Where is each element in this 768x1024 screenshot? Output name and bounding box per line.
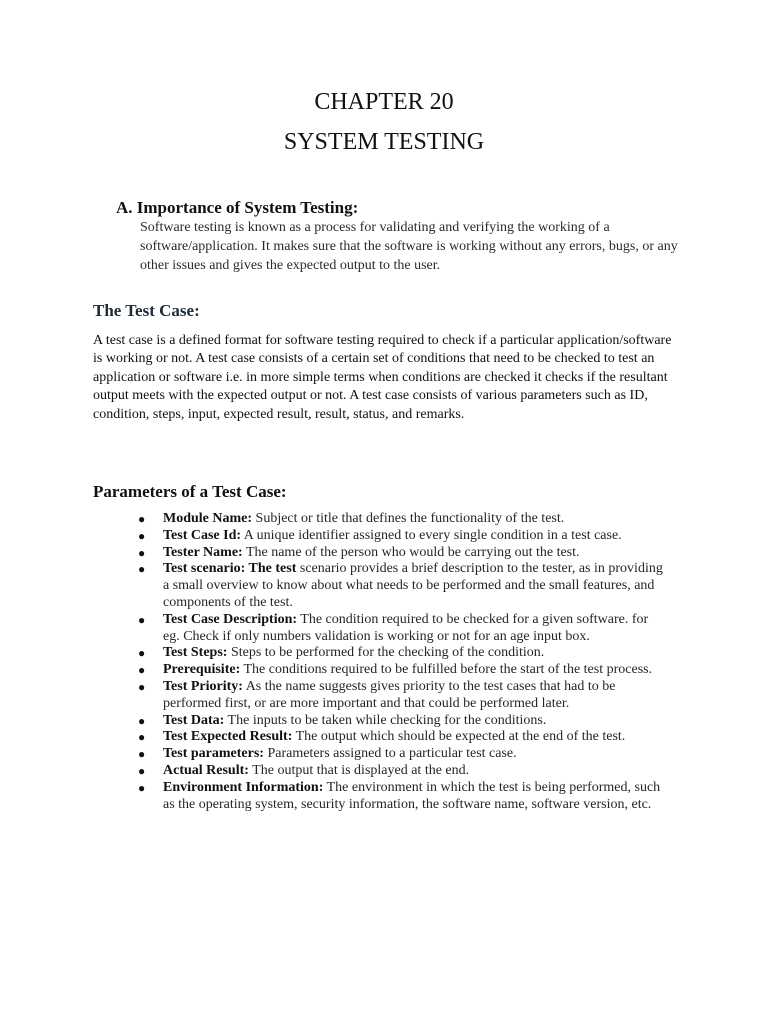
param-term: Module Name:	[163, 511, 253, 526]
list-item	[138, 561, 668, 611]
param-term: Test Priority:	[163, 678, 243, 694]
list-item	[138, 746, 668, 763]
parameters-list	[138, 511, 668, 813]
bullet-icon: ●	[138, 747, 146, 762]
list-item	[138, 713, 668, 730]
list-item	[138, 662, 668, 679]
list-item	[138, 545, 668, 562]
param-term: Test Steps:	[163, 645, 228, 661]
bullet-icon: ●	[138, 528, 146, 543]
param-desc: Parameters assigned to a particular test case.	[263, 746, 517, 762]
bullet-icon: ●	[138, 545, 146, 560]
list-item	[138, 763, 668, 780]
param-desc: Subject or title that defines the functionality of the test.	[252, 511, 565, 526]
param-term: Test parameters:	[163, 746, 264, 762]
list-item	[138, 679, 668, 713]
param-desc: The inputs to be taken while checking for the conditions.	[224, 712, 547, 728]
param-term: Test Case Description:	[163, 611, 298, 627]
bullet-icon: ●	[138, 780, 146, 795]
param-desc: The output that is displayed at the end.	[248, 762, 470, 778]
param-term: Test scenario: The test	[163, 561, 297, 577]
list-item	[138, 528, 668, 545]
param-term: Test Data:	[163, 712, 225, 728]
list-item	[138, 511, 668, 528]
param-desc: As the name suggests gives priority to the test cases that had to be performed first, or are more important and that could be performed later.	[163, 678, 616, 711]
test-case-heading: The Test Case:	[93, 301, 200, 320]
param-desc: Steps to be performed for the checking of the condition.	[227, 645, 545, 661]
bullet-icon: ●	[138, 763, 146, 778]
param-term: Prerequisite:	[163, 662, 241, 678]
param-desc: A unique identifier assigned to every single condition in a test case.	[241, 527, 622, 543]
bullet-icon: ●	[138, 663, 146, 678]
bullet-icon: ●	[138, 713, 146, 728]
param-desc: The condition required to be checked for a given software. for eg. Check if only numbers validation is working or not for an age input box.	[163, 611, 649, 644]
section-a-body: Software testing is known as a process for validating and verifying the working of a software/application. It makes sure that the software is working without any errors, bugs, or any other issues and gives the expected output to the user.	[140, 220, 678, 273]
list-item	[138, 780, 668, 814]
list-item	[138, 645, 668, 662]
bullet-icon: ●	[138, 562, 146, 577]
param-term: Test Expected Result:	[163, 729, 293, 745]
list-item	[138, 612, 668, 646]
bullet-icon: ●	[138, 512, 146, 526]
bullet-icon: ●	[138, 612, 146, 627]
param-term: Actual Result:	[163, 762, 249, 778]
bullet-icon: ●	[138, 730, 146, 745]
bullet-icon: ●	[138, 679, 146, 694]
param-term: Test Case Id:	[163, 527, 242, 543]
parameters-heading: Parameters of a Test Case:	[93, 482, 287, 501]
bullet-icon: ●	[138, 646, 146, 661]
param-desc: scenario provides a brief description to the tester, as in providing a small overview to know about what needs to be performed and the small features, and components of the test.	[163, 561, 663, 610]
param-term: Environment Information:	[163, 779, 324, 795]
param-desc: The conditions required to be fulfilled before the start of the test process.	[240, 662, 653, 678]
chapter-number: CHAPTER 20	[314, 89, 454, 115]
section-a-heading: A. Importance of System Testing:	[116, 198, 359, 217]
param-desc: The environment in which the test is being performed, such as the operating system, security information, the software name, software version, etc.	[163, 779, 661, 812]
param-desc: The name of the person who would be carrying out the test.	[242, 544, 580, 560]
list-item	[138, 729, 668, 746]
test-case-body: A test case is a defined format for software testing required to check if a particular application/software is working or not. A test case consists of a certain set of conditions that need to be checked to test an application or software i.e. in more simple terms when conditions are checked it checks if the resultant output meets with the expected output or not. A test case consists of various parameters such as ID, condition, steps, input, expected result, result, status, and remarks.	[93, 333, 672, 422]
param-term: Tester Name:	[163, 544, 243, 560]
chapter-title: SYSTEM TESTING	[283, 129, 485, 155]
param-desc: The output which should be expected at the end of the test.	[292, 729, 626, 745]
